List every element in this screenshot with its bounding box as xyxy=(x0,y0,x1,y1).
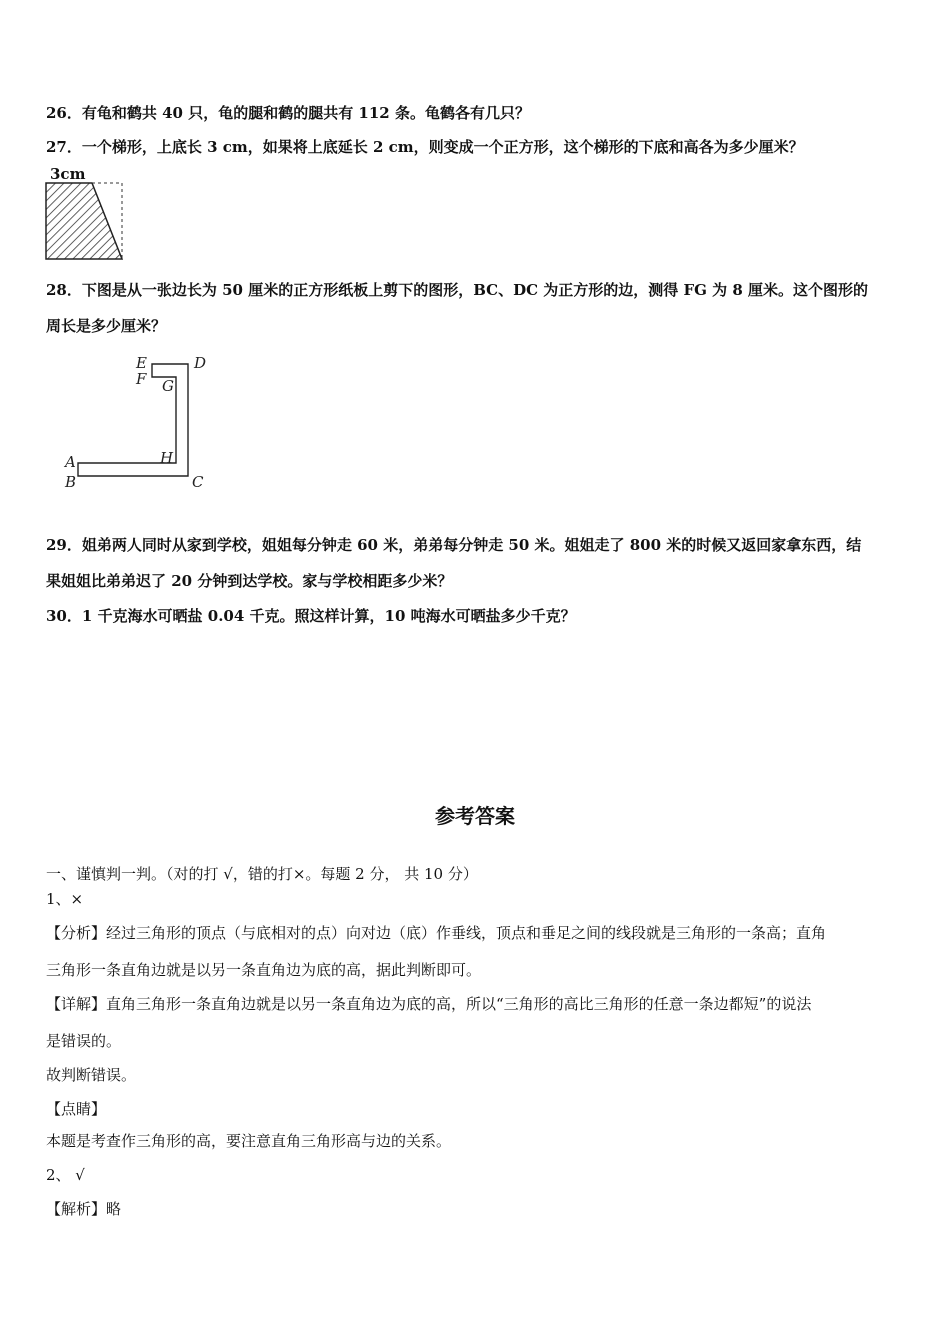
question-28-line1: 28．下图是从一张边长为 50 厘米的正方形纸板上剪下的图形，BC、DC 为正方形的边，测得 FG 为 8 厘米。这个图形的 xyxy=(46,281,869,299)
answer-1-detail-line2: 是错误的。 xyxy=(46,1032,122,1050)
label-h: H xyxy=(160,449,174,467)
question-29-line1: 29．姐弟两人同时从家到学校，姐姐每分钟走 60 米，弟弟每分钟走 50 米。姐姐走了 800 米的时候又返回家拿东西，结 xyxy=(46,536,862,554)
answers-title: 参考答案 xyxy=(435,804,515,828)
question-29-line2: 果姐姐比弟弟迟了 20 分钟到达学校。家与学校相距多少米？ xyxy=(46,572,453,590)
answer-2-analysis: 【解析】略 xyxy=(46,1200,122,1218)
answer-1-dianjing: 本题是考查作三角形的高，要注意直角三角形高与边的关系。 xyxy=(46,1132,452,1150)
label-e: E xyxy=(136,354,147,372)
l-shape-figure xyxy=(60,350,230,495)
label-a: A xyxy=(65,453,76,471)
answer-1-analysis-line2: 三角形一条直角边就是以另一条直角边为底的高，据此判断即可。 xyxy=(46,961,482,979)
answer-2-mark: 2、 √ xyxy=(46,1166,85,1184)
label-c: C xyxy=(192,473,204,491)
answer-1-dianjing-heading: 【点睛】 xyxy=(46,1100,107,1118)
label-d: D xyxy=(194,354,207,372)
section-1-heading: 一、谨慎判一判。（对的打 √，错的打×。每题 2 分， 共 10 分） xyxy=(46,865,478,883)
trapezoid-shape xyxy=(46,183,122,259)
label-b: B xyxy=(65,473,77,491)
answer-1-conclusion: 故判断错误。 xyxy=(46,1066,137,1084)
answer-1-detail-line1: 【详解】直角三角形一条直角边就是以另一条直角边为底的高，所以“三角形的高比三角形的任意一条边都短”的说法 xyxy=(46,995,812,1013)
trapezoid-figure xyxy=(40,164,130,264)
top-length-label: 3cm xyxy=(50,165,86,183)
label-g: G xyxy=(162,377,174,395)
question-26: 26．有龟和鹤共 40 只，龟的腿和鹤的腿共有 112 条。龟鹤各有几只？ xyxy=(46,104,530,122)
label-f: F xyxy=(136,370,147,388)
question-30: 30．1 千克海水可晒盐 0.04 千克。照这样计算，10 吨海水可晒盐多少千克？ xyxy=(46,607,576,625)
answer-1-mark: 1、× xyxy=(46,890,84,908)
answer-1-analysis-line1: 【分析】经过三角形的顶点（与底相对的点）向对边（底）作垂线，顶点和垂足之间的线段就是三角形的一条高；直角 xyxy=(46,924,827,942)
question-27: 27．一个梯形，上底长 3 cm，如果将上底延长 2 cm，则变成一个正方形，这个梯形的下底和高各为多少厘米？ xyxy=(46,138,804,156)
question-28-line2: 周长是多少厘米？ xyxy=(46,317,167,335)
